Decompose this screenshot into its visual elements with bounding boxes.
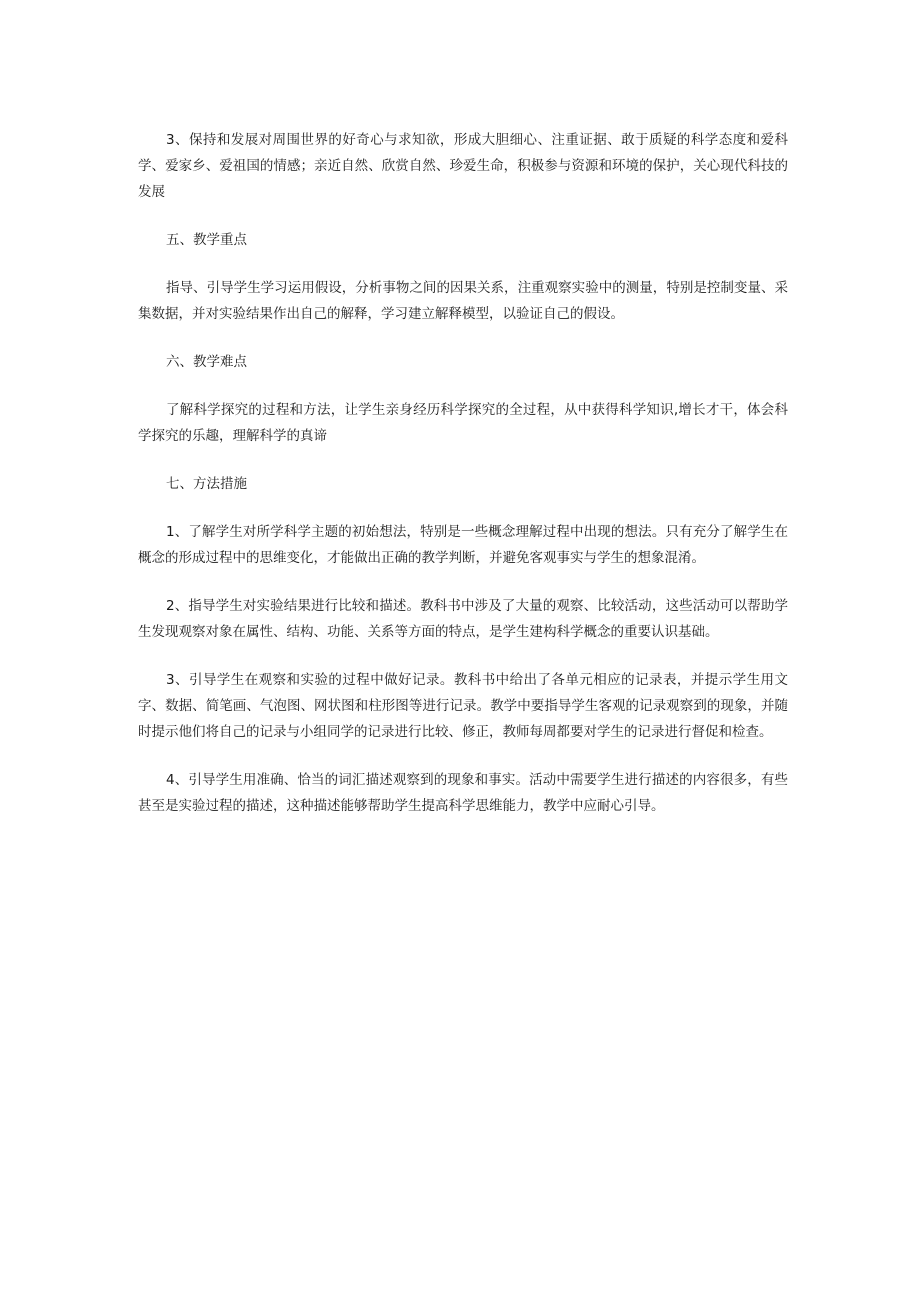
paragraph-teaching-focus: 指导、引导学生学习运用假设，分析事物之间的因果关系，注重观察实验中的测量，特别是控制变量、采集数据，并对实验结果作出自己的解释，学习建立解释模型，以验证自己的假设。: [138, 280, 788, 322]
paragraph-goal-3: 3、保持和发展对周围世界的好奇心与求知欲，形成大胆细心、注重证据、敢于质疑的科学态度和爱科学、爱家乡、爱祖国的情感；亲近自然、欣赏自然、珍爱生命，积极参与资源和环境的保护，关心现代科技的发展: [138, 132, 788, 200]
heading-teaching-difficulty: 六、教学难点: [166, 354, 247, 370]
document-body: [138, 127, 788, 841]
paragraph-method-4: 4、引导学生用准确、恰当的词汇描述观察到的现象和事实。活动中需要学生进行描述的内容很多，有些甚至是实验过程的描述，这种描述能够帮助学生提高科学思维能力，教学中应耐心引导。: [138, 772, 788, 814]
heading-teaching-focus: 五、教学重点: [166, 232, 247, 248]
paragraph-teaching-difficulty: 了解科学探究的过程和方法，让学生亲身经历科学探究的全过程，从中获得科学知识,增长才干，体会科学探究的乐趣，理解科学的真谛: [138, 402, 788, 444]
paragraph-method-1: 1、了解学生对所学科学主题的初始想法，特别是一些概念理解过程中出现的想法。只有充分了解学生在概念的形成过程中的思维变化，才能做出正确的教学判断，并避免客观事实与学生的想象混淆。: [138, 524, 788, 566]
paragraph-method-2: 2、指导学生对实验结果进行比较和描述。教科书中涉及了大量的观察、比较活动，这些活动可以帮助学生发现观察对象在属性、结构、功能、关系等方面的特点，是学生建构科学概念的重要认识基础。: [138, 598, 788, 640]
heading-methods: 七、方法措施: [166, 476, 247, 492]
paragraph-method-3: 3、引导学生在观察和实验的过程中做好记录。教科书中给出了各单元相应的记录表，并提示学生用文字、数据、简笔画、气泡图、网状图和柱形图等进行记录。教学中要指导学生客观的记录观察到的现象，并随时提示他们将自己的记录与小组同学的记录进行比较、修正，教师每周都要对学生的记录进行督促和检查。: [138, 672, 788, 740]
